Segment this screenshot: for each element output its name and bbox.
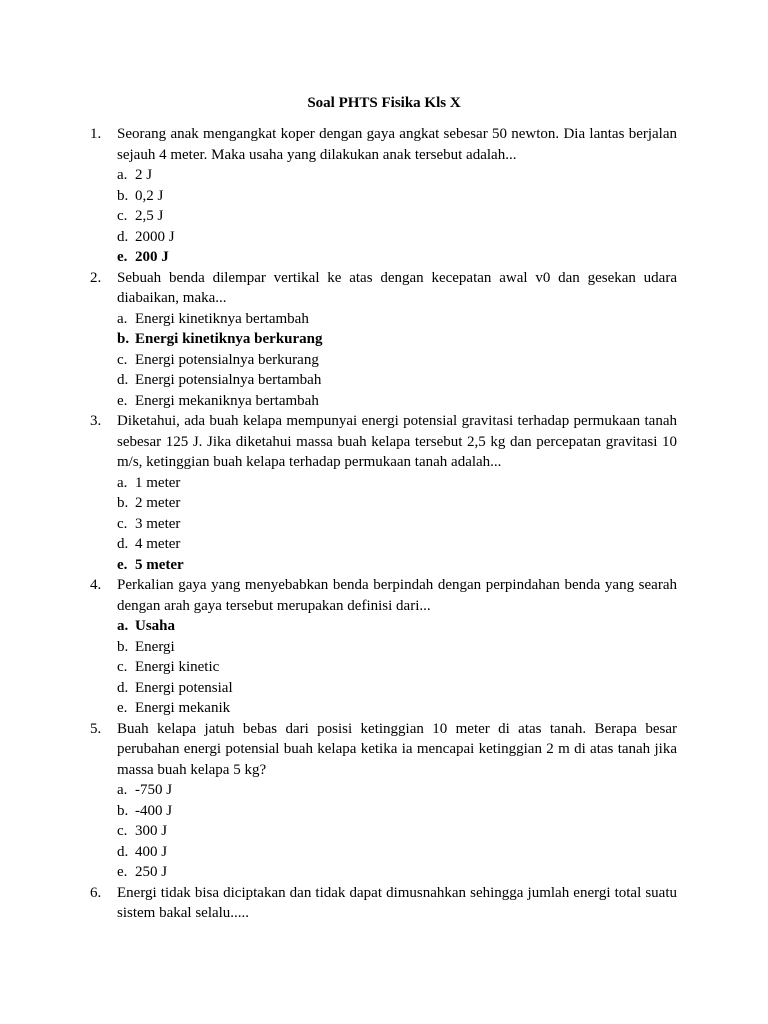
option-letter: b. bbox=[117, 331, 130, 347]
option-letter: a. bbox=[117, 310, 128, 327]
option-text: Energi potensialnya bertambah bbox=[135, 372, 322, 388]
question-number: 2. bbox=[90, 269, 102, 286]
option-c bbox=[117, 206, 677, 227]
question-number: 1. bbox=[90, 126, 102, 142]
option-a bbox=[117, 780, 677, 801]
option-letter: a. bbox=[117, 474, 128, 491]
option-text: -400 J bbox=[135, 802, 173, 819]
option-a bbox=[117, 473, 677, 494]
question-number: 6. bbox=[90, 884, 102, 901]
option-text: 0,2 J bbox=[135, 187, 164, 204]
question-4 bbox=[90, 575, 677, 719]
option-b bbox=[117, 186, 677, 207]
option-letter: b. bbox=[117, 638, 129, 655]
option-text: Energi potensial bbox=[135, 679, 233, 696]
question-2 bbox=[90, 268, 677, 412]
option-letter: a. bbox=[117, 167, 128, 183]
option-letter: c. bbox=[117, 208, 128, 224]
option-list bbox=[117, 165, 677, 268]
option-letter: d. bbox=[117, 843, 129, 860]
option-letter: c. bbox=[117, 515, 128, 532]
question-1 bbox=[90, 124, 677, 268]
option-text: Energi mekanik bbox=[135, 700, 231, 716]
option-letter: c. bbox=[117, 823, 128, 839]
option-text: 4 meter bbox=[135, 536, 181, 552]
option-text: -750 J bbox=[135, 782, 173, 798]
option-a bbox=[117, 165, 677, 186]
option-e bbox=[117, 391, 677, 412]
option-letter: b. bbox=[117, 187, 129, 204]
option-text: 2000 J bbox=[135, 228, 175, 245]
option-text: Energi kinetic bbox=[135, 659, 220, 675]
option-e bbox=[117, 247, 677, 268]
option-text: 400 J bbox=[135, 843, 168, 860]
option-text: 200 J bbox=[135, 249, 169, 265]
question-text: Diketahui, ada buah kelapa mempunyai energi potensial gravitasi terhadap permukaan tanah sebesar 125 J. Jika diketahui massa buah kelapa tersebut 2,5 kg dan percepatan gravitasi 10 m/s, ketinggian buah kelapa terhadap permukaan tanah adalah... bbox=[117, 413, 677, 470]
option-text: 2 J bbox=[135, 167, 153, 183]
question-text: Sebuah benda dilempar vertikal ke atas dengan kecepatan awal v0 dan gesekan udara diabaikan, maka... bbox=[117, 269, 677, 306]
question-text: Seorang anak mengangkat koper dengan gaya angkat sebesar 50 newton. Dia lantas berjalan sejauh 4 meter. Maka usaha yang dilakukan anak tersebut adalah... bbox=[117, 126, 677, 163]
option-d bbox=[117, 534, 677, 555]
option-letter: c. bbox=[117, 659, 128, 675]
question-3 bbox=[90, 411, 677, 575]
option-text: 3 meter bbox=[135, 515, 181, 532]
option-text: Energi potensialnya berkurang bbox=[135, 351, 319, 368]
option-a bbox=[117, 309, 677, 330]
option-list bbox=[117, 616, 677, 719]
option-list bbox=[117, 309, 677, 412]
option-letter: d. bbox=[117, 536, 129, 552]
option-text: 2,5 J bbox=[135, 208, 164, 224]
option-letter: d. bbox=[117, 679, 129, 696]
option-d bbox=[117, 370, 677, 391]
option-b bbox=[117, 493, 677, 514]
option-d bbox=[117, 227, 677, 248]
option-text: Usaha bbox=[135, 618, 176, 634]
question-text: Buah kelapa jatuh bebas dari posisi ketinggian 10 meter di atas tanah. Berapa besar perubahan energi potensial buah kelapa ketika ia mencapai ketinggian 2 m di atas tanah jika massa buah kelapa 5 kg? bbox=[117, 720, 677, 778]
option-list bbox=[117, 473, 677, 576]
page-title: Soal PHTS Fisika Kls X bbox=[307, 95, 461, 111]
option-b bbox=[117, 329, 677, 350]
option-text: 250 J bbox=[135, 864, 168, 880]
option-text: 2 meter bbox=[135, 495, 181, 511]
option-letter: e. bbox=[117, 392, 128, 409]
option-letter: d. bbox=[117, 228, 129, 245]
option-letter: e. bbox=[117, 700, 128, 716]
option-text: Energi mekaniknya bertambah bbox=[135, 392, 319, 409]
option-letter: d. bbox=[117, 372, 129, 388]
question-list bbox=[90, 124, 677, 924]
option-text: 300 J bbox=[135, 823, 168, 839]
question-number: 5. bbox=[90, 720, 102, 737]
option-c bbox=[117, 514, 677, 535]
option-text: Energi kinetiknya bertambah bbox=[135, 310, 309, 327]
option-b bbox=[117, 637, 677, 658]
question-text: Energi tidak bisa diciptakan dan tidak dapat dimusnahkan sehingga jumlah energi total suatu sistem bakal selalu..... bbox=[117, 884, 677, 921]
option-a bbox=[117, 616, 677, 637]
option-letter: b. bbox=[117, 495, 129, 511]
option-e bbox=[117, 698, 677, 719]
question-number: 4. bbox=[90, 577, 102, 593]
option-c bbox=[117, 821, 677, 842]
option-e bbox=[117, 862, 677, 883]
option-text: 5 meter bbox=[135, 556, 184, 573]
option-d bbox=[117, 678, 677, 699]
option-b bbox=[117, 801, 677, 822]
option-c bbox=[117, 657, 677, 678]
option-d bbox=[117, 842, 677, 863]
option-c bbox=[117, 350, 677, 371]
question-text: Perkalian gaya yang menyebabkan benda berpindah dengan perpindahan benda yang searah dengan arah gaya tersebut merupakan definisi dari... bbox=[117, 577, 677, 614]
option-letter: a. bbox=[117, 618, 129, 634]
option-e bbox=[117, 555, 677, 576]
question-number: 3. bbox=[90, 413, 102, 429]
option-list bbox=[117, 780, 677, 883]
option-text: 1 meter bbox=[135, 474, 181, 491]
option-letter: b. bbox=[117, 802, 129, 819]
option-letter: c. bbox=[117, 351, 128, 368]
question-5 bbox=[90, 719, 677, 883]
option-letter: e. bbox=[117, 556, 128, 573]
question-6 bbox=[90, 883, 677, 924]
option-letter: e. bbox=[117, 249, 128, 265]
option-letter: e. bbox=[117, 864, 128, 880]
option-letter: a. bbox=[117, 782, 128, 798]
option-text: Energi bbox=[135, 638, 175, 655]
option-text: Energi kinetiknya berkurang bbox=[135, 331, 323, 347]
